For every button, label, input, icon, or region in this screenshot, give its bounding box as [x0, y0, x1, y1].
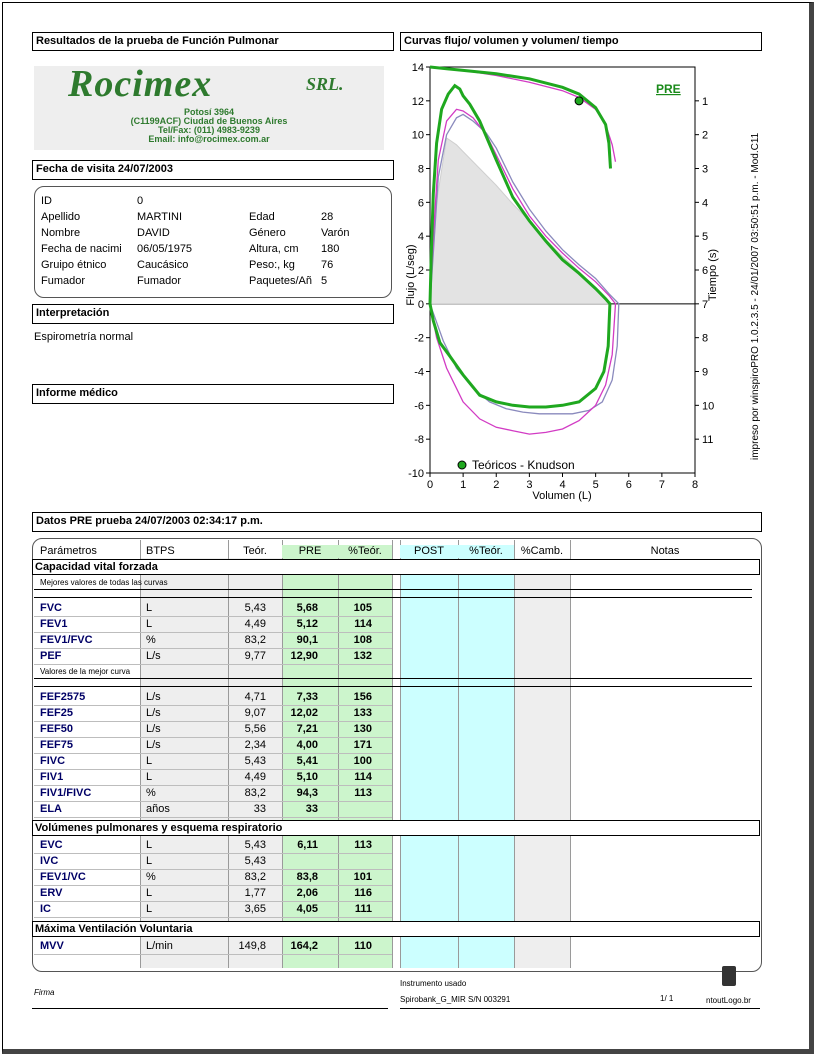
cell-pct: 101 — [353, 871, 372, 883]
printout-logo-icon — [722, 966, 736, 986]
cell-pct: 171 — [353, 739, 372, 751]
signature-line — [32, 1008, 388, 1009]
plot-layer — [408, 62, 714, 491]
pre-label: PRE — [656, 82, 681, 96]
table-row — [34, 939, 760, 955]
cell-pct: 133 — [353, 707, 372, 719]
logo-address-line: Potosí 3964 — [183, 107, 235, 117]
visit-date: Fecha de visita 24/07/2003 — [36, 163, 173, 175]
subsection-divider — [34, 589, 752, 590]
birth-value: 06/05/1975 — [137, 243, 193, 255]
cell-teor: 5,56 — [244, 723, 266, 735]
cell-teor: 83,2 — [244, 634, 266, 646]
cell-pct: 113 — [354, 839, 372, 851]
table-row — [34, 722, 760, 738]
table-row — [34, 786, 760, 802]
column-header: %Teór. — [338, 545, 392, 558]
print-info: impreso por winspiroPRO 1.0.2.3.5 - 24/01/2007 03:50:51 p.m. - Mod.C11 — [750, 132, 761, 460]
cell-teor: 1,77 — [244, 887, 266, 899]
name-value: DAVID — [137, 227, 170, 239]
y2-tick-label: 6 — [702, 265, 709, 277]
table-row — [34, 770, 760, 786]
x-tick-label: 3 — [526, 479, 533, 491]
y2-tick-label: 2 — [702, 129, 709, 142]
y-tick-label: 10 — [411, 129, 424, 142]
column-header: POST — [400, 545, 458, 558]
cell-unit: L/s — [146, 691, 161, 703]
cell-unit: % — [146, 871, 156, 883]
table-row — [34, 854, 760, 870]
cell-pct: 114 — [354, 771, 372, 783]
cell-pre: 5,68 — [296, 602, 318, 614]
column-header: %Camb. — [520, 545, 564, 557]
table-row — [34, 601, 760, 617]
instrument-value: Spirobank_G_MIR S/N 003291 — [400, 995, 511, 1004]
cell-pre: 5,41 — [296, 755, 318, 767]
cell-param: FEV1 — [40, 618, 68, 630]
y-tick-label: 0 — [417, 298, 424, 311]
interpretation-title: Interpretación — [36, 307, 110, 319]
column-header: BTPS — [146, 545, 175, 557]
visit-date-box — [32, 160, 394, 180]
y-tick-label: 12 — [411, 95, 424, 108]
cell-pre: 7,33 — [296, 691, 318, 703]
cell-unit: L — [146, 903, 153, 915]
logo-address-line: (C1199ACF) Ciudad de Buenos Aires — [130, 116, 288, 126]
smoker-value: Fumador — [137, 275, 182, 287]
cell-teor: 33 — [253, 803, 266, 815]
y-tick-label: -6 — [414, 400, 424, 413]
cell-teor: 3,65 — [244, 903, 266, 915]
cell-param: FEV1/VC — [40, 871, 86, 883]
y-tick-label: 8 — [417, 163, 424, 176]
cell-unit: L/s — [146, 707, 161, 719]
weight-value: 76 — [321, 259, 334, 271]
logo-suffix: SRL. — [306, 74, 344, 94]
y-tick-label: -10 — [408, 468, 424, 480]
table-row — [34, 633, 760, 649]
subsection-label: Mejores valores de todas las curvas — [40, 578, 168, 587]
cell-param: FEF75 — [40, 739, 74, 751]
cell-unit: años — [146, 803, 170, 815]
cell-teor: 5,43 — [244, 755, 266, 767]
cell-teor: 5,43 — [244, 855, 266, 867]
cell-param: FEF50 — [40, 723, 74, 735]
y-tick-label: 4 — [417, 231, 424, 244]
cell-pct: 116 — [354, 887, 372, 899]
cell-pre: 164,2 — [290, 940, 318, 952]
subsection-divider — [34, 597, 752, 598]
table-row — [34, 738, 760, 754]
y2-tick-label: 5 — [702, 231, 709, 244]
printout-logo-text: ntoutLogo.br — [706, 996, 751, 1005]
column-header: Notas — [650, 545, 680, 557]
column-header: Teór. — [243, 545, 267, 557]
cell-pre: 5,10 — [296, 771, 318, 783]
cell-teor: 4,49 — [244, 618, 266, 630]
interpretation-box — [32, 304, 394, 324]
row-divider — [34, 664, 392, 665]
pre-test-title: Datos PRE prueba 24/07/2003 02:34:17 p.m. — [36, 515, 263, 527]
logo-address-line: Email: info@rocimex.com.ar — [148, 134, 270, 144]
cell-param: FEF2575 — [40, 691, 86, 703]
column-header: Parámetros — [40, 545, 97, 557]
cell-teor: 2,34 — [244, 739, 266, 751]
cell-unit: L/s — [146, 723, 161, 735]
cell-teor: 4,49 — [244, 771, 266, 783]
cell-unit: L — [146, 618, 153, 630]
table-row — [34, 690, 760, 706]
instrument-label: Instrumento usado — [400, 979, 467, 988]
packs-value: 5 — [321, 275, 328, 287]
table-row — [34, 886, 760, 902]
cell-pre: 94,3 — [296, 787, 318, 799]
cell-unit: L/s — [146, 739, 161, 751]
pre-test-box — [32, 512, 762, 532]
packs-label: Paquetes/Añ — [249, 275, 312, 287]
cell-param: FIV1/FIVC — [40, 787, 92, 799]
table-row — [34, 754, 760, 770]
y-tick-label: 14 — [411, 62, 424, 74]
cell-pre: 12,90 — [290, 650, 318, 662]
cell-teor: 149,8 — [238, 940, 266, 952]
cell-pct: 108 — [353, 634, 372, 646]
cell-pct: 100 — [353, 755, 372, 767]
cell-pre: 5,12 — [296, 618, 318, 630]
ethnic-value: Caucásico — [137, 259, 189, 271]
id-label: ID — [41, 195, 52, 207]
cell-unit: L — [146, 887, 153, 899]
cell-pct: 111 — [354, 903, 372, 915]
cell-param: PEF — [40, 650, 62, 662]
cell-param: ELA — [40, 803, 62, 815]
cell-param: FVC — [40, 602, 62, 614]
surname-label: Apellido — [41, 211, 81, 223]
cell-teor: 83,2 — [244, 871, 266, 883]
x-tick-label: 0 — [426, 479, 434, 491]
cell-unit: % — [146, 634, 156, 646]
cell-teor: 9,07 — [244, 707, 266, 719]
x-tick-label: 1 — [460, 479, 467, 491]
section-header: Capacidad vital forzada — [32, 559, 760, 575]
cell-param: FIV1 — [40, 771, 64, 783]
cell-unit: L — [146, 602, 153, 614]
id-value: 0 — [137, 195, 144, 207]
cell-pre: 2,06 — [296, 887, 318, 899]
row-divider — [34, 817, 392, 818]
cell-unit: L — [146, 771, 153, 783]
cell-pre: 7,21 — [296, 723, 318, 735]
flow-volume-chart — [396, 56, 726, 504]
gender-label: Género — [249, 227, 286, 239]
age-value: 28 — [321, 211, 334, 223]
cell-pct: 105 — [353, 602, 372, 614]
cell-param: FIVC — [40, 755, 66, 767]
peak-marker — [575, 97, 583, 105]
y2-tick-label: 10 — [702, 400, 715, 413]
gender-value: Varón — [321, 227, 350, 239]
cell-pre: 90,1 — [296, 634, 318, 646]
results-title: Resultados de la prueba de Función Pulmonar — [36, 35, 279, 47]
y-tick-label: -2 — [414, 332, 424, 345]
cell-param: IVC — [40, 855, 59, 867]
cell-param: FEV1/FVC — [40, 634, 93, 646]
cell-unit: % — [146, 787, 156, 799]
height-label: Altura, cm — [249, 243, 299, 255]
table-row — [34, 870, 760, 886]
logo-address — [34, 108, 384, 144]
cell-pct: 113 — [354, 787, 372, 799]
cell-pre: 6,11 — [297, 839, 318, 851]
cell-teor: 83,2 — [244, 787, 266, 799]
curves-title-box — [400, 32, 762, 51]
cell-param: EVC — [40, 839, 63, 851]
table-row — [34, 649, 760, 665]
y2-axis-label: Tiempo (s) — [707, 248, 719, 302]
subsection-divider — [34, 686, 752, 687]
cell-unit: L — [146, 855, 153, 867]
legend-text: Teóricos - Knudson — [472, 458, 575, 472]
y2-tick-label: 11 — [702, 434, 714, 447]
cell-param: MVV — [40, 940, 64, 952]
x-tick-label: 8 — [691, 479, 699, 491]
logo-brand: Rocimex — [68, 63, 213, 105]
height-value: 180 — [321, 243, 340, 255]
cell-pre: 12,02 — [290, 707, 318, 719]
cell-teor: 5,43 — [244, 839, 266, 851]
cell-pct: 114 — [354, 618, 372, 630]
y2-tick-label: 4 — [702, 197, 709, 210]
y-tick-label: 6 — [417, 197, 424, 210]
column-header: %Teór. — [458, 545, 514, 558]
logo-address-line: Tel/Fax: (011) 4983-9239 — [158, 125, 260, 135]
cell-pct: 132 — [353, 650, 372, 662]
interpretation-text: Espirometría normal — [34, 331, 134, 343]
cell-param: FEF25 — [40, 707, 74, 719]
x-tick-label: 2 — [493, 479, 500, 491]
surname-value: MARTINI — [137, 211, 183, 223]
y-tick-label: 2 — [417, 265, 424, 277]
x-axis-label: Volumen (L) — [532, 490, 592, 502]
row-divider — [34, 917, 392, 918]
cell-teor: 5,43 — [244, 602, 266, 614]
subsection-divider — [34, 678, 752, 679]
cell-teor: 9,77 — [244, 650, 266, 662]
section-header: Volúmenes pulmonares y esquema respiratorio — [32, 820, 760, 836]
cell-teor: 4,71 — [244, 691, 266, 703]
ethnic-label: Gruipo étnico — [41, 259, 107, 271]
company-logo — [34, 63, 384, 150]
y2-tick-label: 7 — [702, 298, 709, 311]
table-row — [34, 706, 760, 722]
cell-pre: 83,8 — [296, 871, 318, 883]
legend-marker — [458, 461, 466, 469]
x-tick-label: 6 — [625, 479, 632, 491]
y2-tick-label: 1 — [702, 95, 709, 108]
cell-param: IC — [40, 903, 51, 915]
y-tick-label: -4 — [414, 366, 424, 379]
smoker-label: Fumador — [41, 275, 86, 287]
table-row — [34, 617, 760, 633]
y-axis-label: Flujo (L/seg) — [405, 244, 417, 306]
page-number: 1/ 1 — [660, 994, 674, 1003]
instrument-line — [400, 1008, 760, 1009]
subsection-label: Valores de la mejor curva — [40, 667, 131, 676]
medical-report-title: Informe médico — [36, 387, 118, 399]
signature-label: Firma — [34, 988, 55, 997]
column-header: PRE — [282, 545, 338, 558]
table-row — [34, 802, 760, 818]
cell-pre: 4,00 — [296, 739, 318, 751]
patient-info — [34, 186, 392, 298]
cell-param: ERV — [40, 887, 63, 899]
birth-label: Fecha de nacimi — [41, 243, 122, 255]
curves-title: Curvas flujo/ volumen y volumen/ tiempo — [404, 35, 619, 47]
cell-unit: L — [146, 839, 153, 851]
cell-unit: L/min — [146, 940, 173, 952]
section-header: Máxima Ventilación Voluntaria — [32, 921, 760, 937]
cell-pct: 130 — [353, 723, 372, 735]
x-tick-label: 5 — [592, 479, 599, 491]
x-tick-label: 4 — [559, 479, 566, 491]
name-label: Nombre — [41, 227, 81, 239]
y2-tick-label: 9 — [702, 366, 709, 379]
weight-label: Peso:, kg — [249, 259, 295, 271]
y2-tick-label: 8 — [702, 332, 709, 345]
cell-pre: 33 — [305, 803, 318, 815]
table-row — [34, 902, 760, 918]
cell-unit: L — [146, 755, 153, 767]
cell-pct: 156 — [353, 691, 372, 703]
table-row — [34, 838, 760, 854]
medical-report-box — [32, 384, 394, 404]
cell-pre: 4,05 — [296, 903, 318, 915]
age-label: Edad — [249, 211, 275, 223]
cell-unit: L/s — [146, 650, 161, 662]
y-tick-label: -8 — [414, 434, 424, 447]
results-title-box — [32, 32, 394, 51]
row-divider — [34, 954, 392, 955]
x-tick-label: 7 — [658, 479, 665, 491]
y2-tick-label: 3 — [702, 163, 709, 176]
cell-pct: 110 — [354, 940, 372, 952]
